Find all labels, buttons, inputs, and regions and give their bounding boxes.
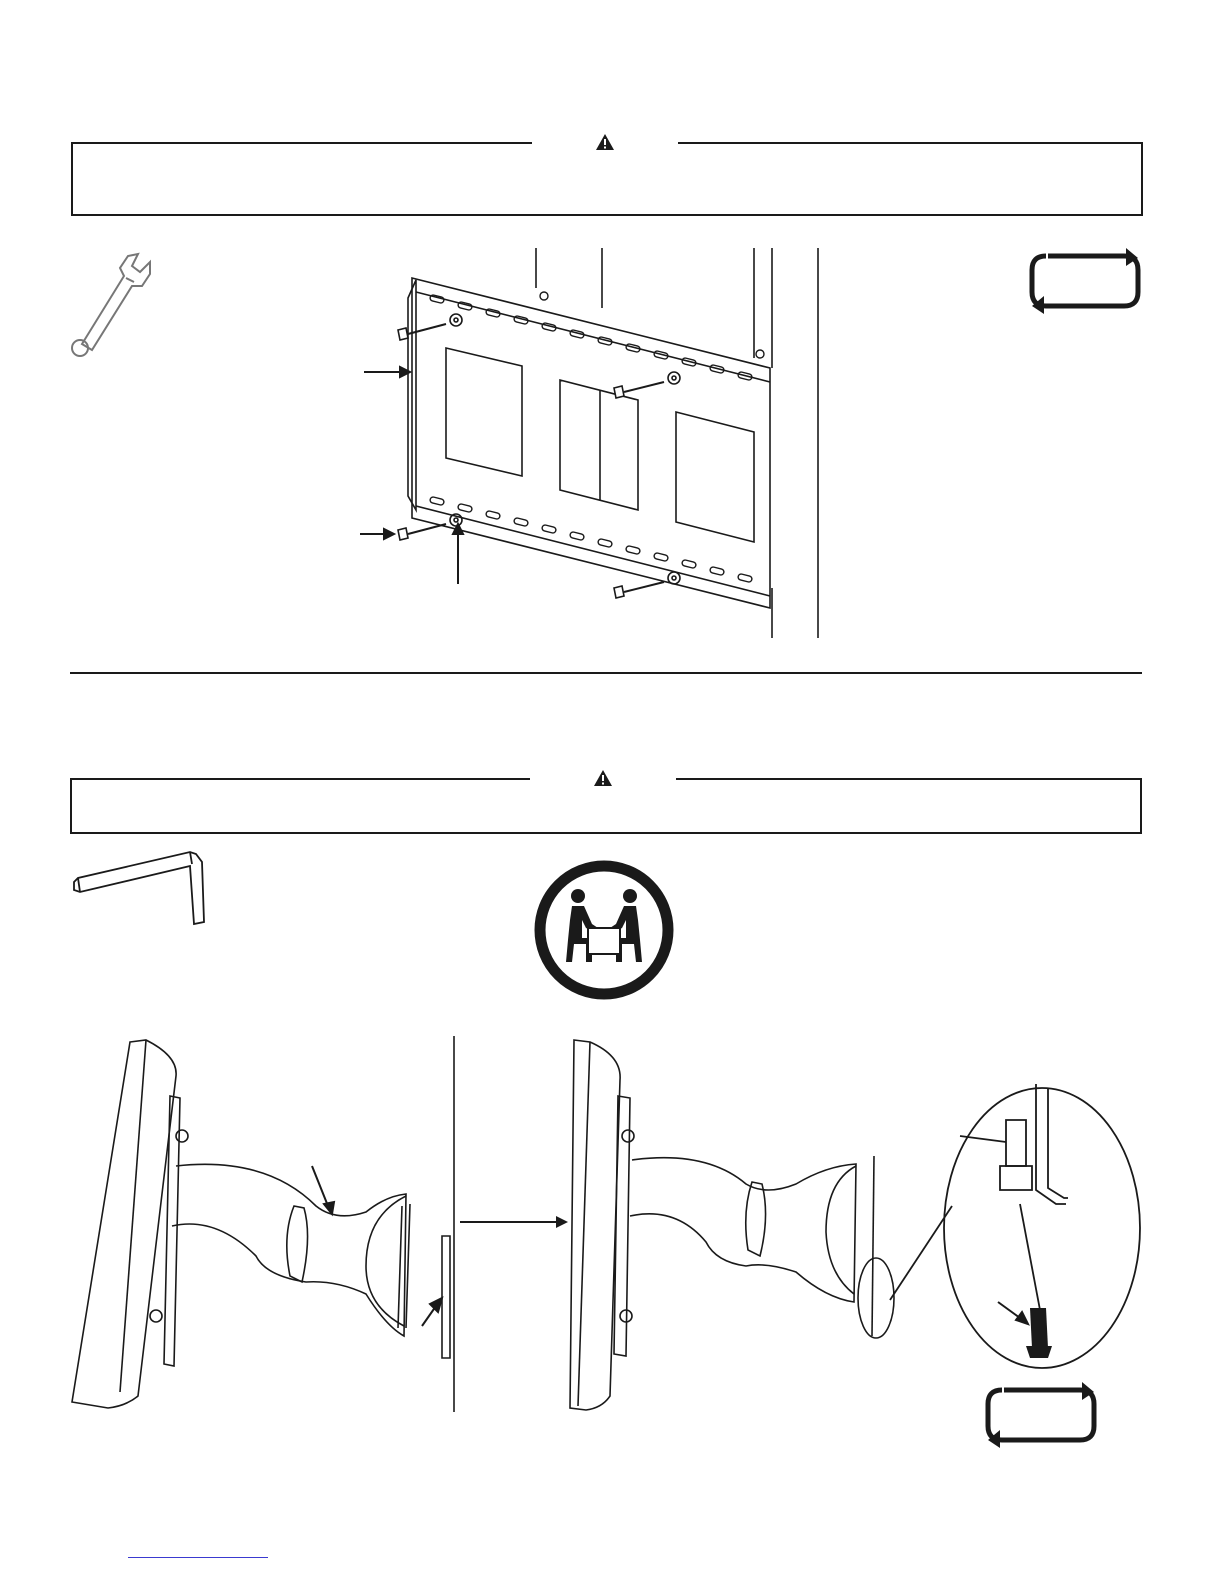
- warning-label-2: [530, 768, 676, 788]
- wall-plate-installation-figure: [350, 248, 830, 640]
- warning-box-1: [71, 142, 1143, 216]
- section-divider: [70, 672, 1142, 674]
- tv-arm-approach-figure: [66, 1036, 466, 1416]
- two-person-lift-icon: [532, 858, 676, 1002]
- warning-triangle-icon: [593, 769, 613, 787]
- adjustable-wrench-icon: [62, 248, 157, 360]
- repeat-arrows-icon: [1024, 248, 1146, 314]
- mount-direction-arrow: [458, 1212, 574, 1232]
- footer-link[interactable]: [128, 1557, 268, 1558]
- hex-key-icon: [68, 848, 208, 928]
- warning-triangle-icon: [595, 133, 615, 151]
- repeat-arrows-icon: [980, 1382, 1102, 1448]
- detail-zoom-figure: [880, 1080, 1150, 1380]
- tv-mounted-figure: [566, 1036, 906, 1416]
- warning-label-1: [532, 132, 678, 152]
- direction-arrow: [456, 1512, 457, 1513]
